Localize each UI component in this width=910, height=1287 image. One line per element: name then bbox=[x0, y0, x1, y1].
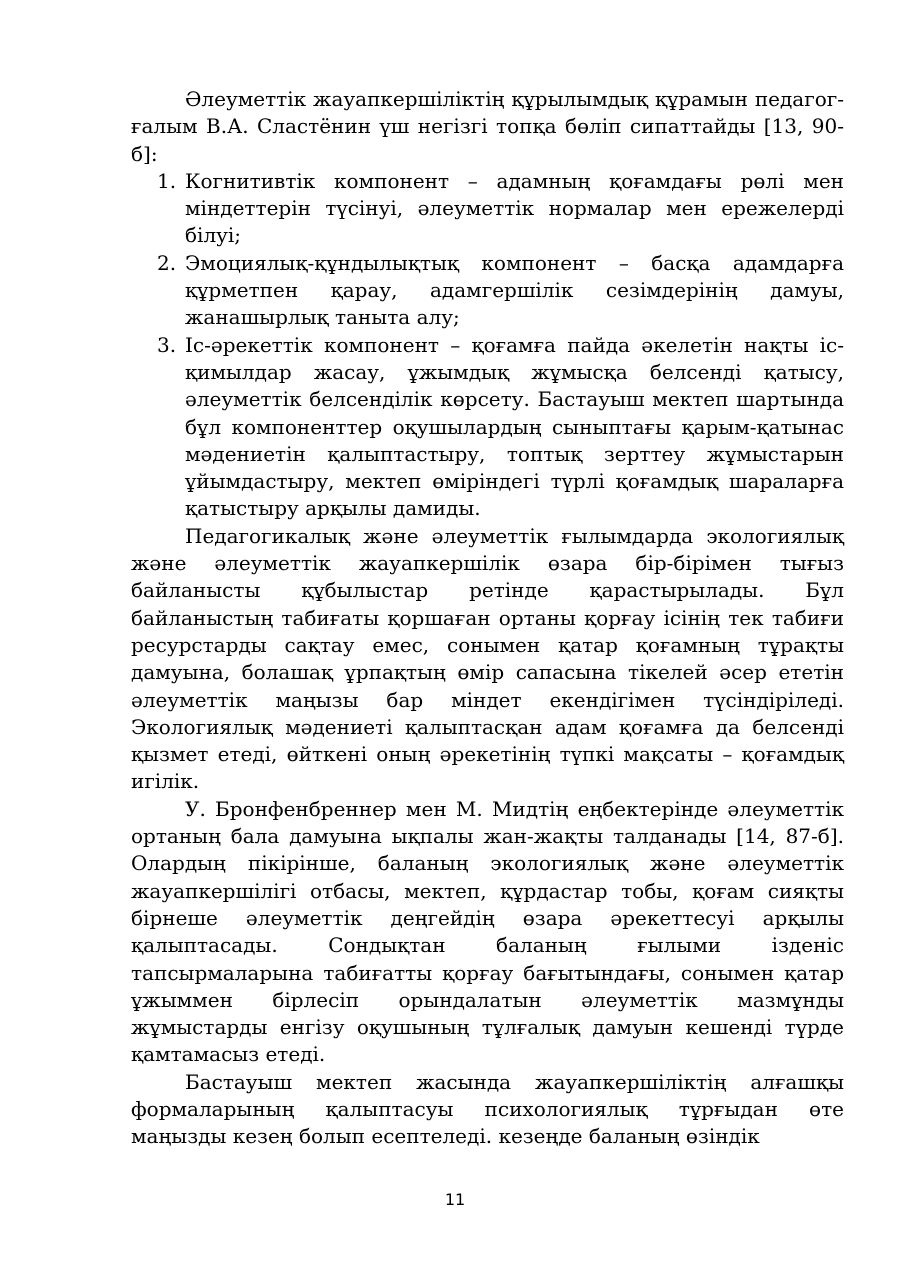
paragraph-primary-school: Бастауыш мектеп жасында жауапкершіліктің алғашқы формаларының қалыптасуы психологиялық тұрғыдан өте маңызды кезең болып есептеледі. кезеңде баланың өзіндік bbox=[131, 1069, 844, 1149]
paragraph-ecology: Педагогикалық және әлеуметтік ғылымдарда экологиялық және әлеуметтік жауапкершілік өзара бір-бірімен тығыз байланысты құбылыстар ретінде қарастырылады. Бұл байланыстың табиғаты қоршаған ортаны қорғау ісінің тек табиғи ресурстарды сақтау емес, сонымен қатар қоғамның тұрақты дамуына, болашақ ұрпақтың өмір сапасына тікелей әсер ететін әлеуметтік маңызы бар міндет екендігімен түсіндіріледі. Экологиялық мәдениеті қалыптасқан адам қоғамға да белсенді қызмет етеді, өйткені оның әрекетінің түпкі мақсаты – қоғамдық игілік. bbox=[131, 523, 844, 794]
list-item bbox=[131, 332, 844, 523]
paragraph-bronfenbrenner: У. Бронфенбреннер мен М. Мидтің еңбектерінде әлеуметтік ортаның бала дамуына ықпалы жан-жақты талданады [14, 87-б]. Олардың пікірінше, баланың экологиялық және әлеуметтік жауапкершілігі отбасы, мектеп, құрдастар тобы, қоғам сияқты бірнеше әлеуметтік деңгейдің өзара әрекеттесуі арқылы қалыптасады. Сондықтан баланың ғылыми ізденіс тапсырмаларына табиғатты қорғау бағытындағы, сонымен қатар ұжыммен бірлесіп орындалатын әлеуметтік мазмұнды жұмыстарды енгізу оқушының тұлғалық дамуын кешенді түрде қамтамасыз етеді. bbox=[131, 796, 844, 1067]
list-item-text: Когнитивтік компонент – адамның қоғамдағы рөлі мен міндеттерін түсінуі, әлеуметтік нормалар мен ережелерді білуі; bbox=[185, 168, 844, 248]
list-item-text: Іс-әрекеттік компонент – қоғамға пайда әкелетін нақты іс-қимылдар жасау, ұжымдық жұмысқа белсенді қатысу, әлеуметтік белсенділік көрсету. Бастауыш мектеп шартында бұл компоненттер оқушылардың сыныптағы қарым-қатынас мәдениетін қалыптастыру, топтық зерттеу жұмыстарын ұйымдастыру, мектеп өміріндегі түрлі қоғамдық шараларға қатыстыру арқылы дамиды. bbox=[185, 332, 844, 521]
list-item-text: Эмоциялық-құндылықтық компонент – басқа адамдарға құрметпен қарау, адамгершілік сезімдерінің дамуы, жанашырлық таныта алу; bbox=[185, 250, 844, 330]
list-item-number: 2. bbox=[157, 250, 177, 275]
list-item-number: 1. bbox=[157, 168, 177, 193]
intro-paragraph: Әлеуметтік жауапкершіліктің құрылымдық құрамын педагог-ғалым В.А. Сластёнин үш негізгі топқа бөліп сипаттайды [13, 90-б]: bbox=[131, 87, 844, 166]
list-item bbox=[131, 168, 844, 250]
page-body bbox=[131, 86, 844, 1151]
list-item bbox=[131, 250, 844, 332]
list-item-number: 3. bbox=[157, 332, 177, 357]
component-list bbox=[131, 168, 844, 523]
page-number: 11 bbox=[444, 1190, 466, 1209]
